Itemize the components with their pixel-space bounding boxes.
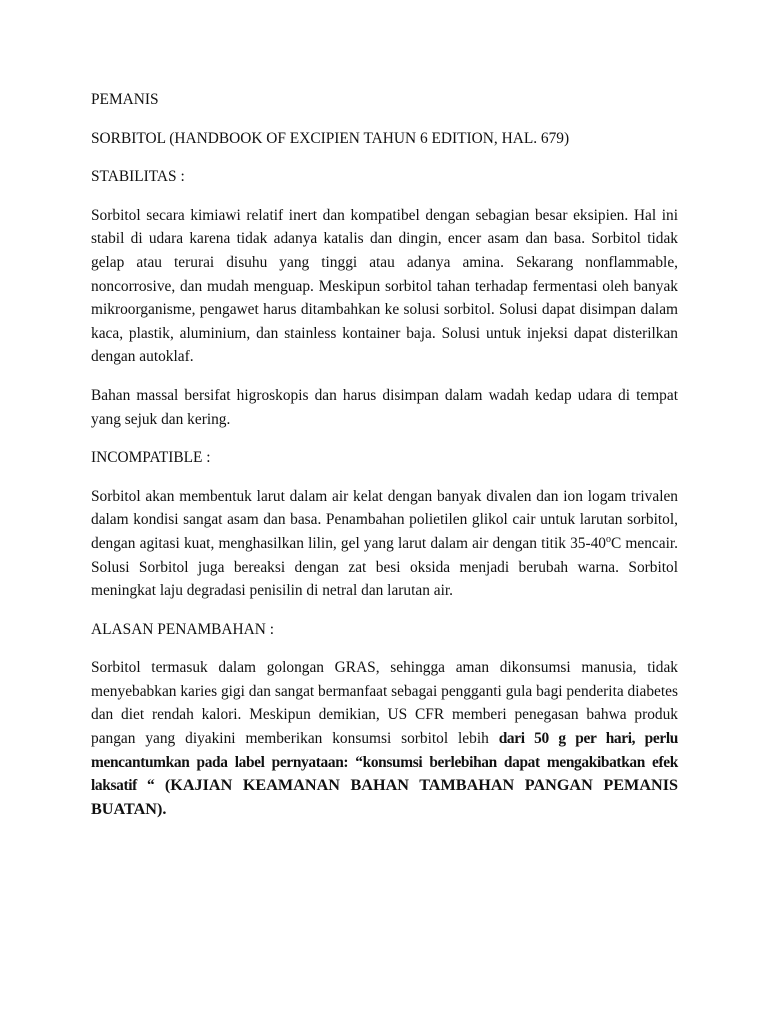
document-page — [91, 88, 678, 836]
alasan-text-regular: Sorbitol termasuk dalam golongan GRAS, sehingga aman dikonsumsi manusia, tidak menyebabkan karies gigi dan sangat bermanfaat sebagai pengganti gula bagi penderita diabetes dan diet rendah kalori. Meskipun demikian, US CFR memberi penegasan bahwa produk pangan yang diyakini memberikan konsumsi sorbitol lebih — [91, 659, 678, 748]
incompatible-paragraph — [91, 485, 678, 603]
document-title: PEMANIS — [91, 91, 159, 108]
alasan-citation-bold: (KAJIAN KEAMANAN BAHAN TAMBAHAN PANGAN PEMANIS BUATAN). — [91, 776, 678, 818]
source-reference: SORBITOL (HANDBOOK OF EXCIPIEN TAHUN 6 EDITION, HAL. 679) — [91, 129, 570, 147]
stabilitas-paragraph-2: Bahan massal bersifat higroskopis dan harus disimpan dalam wadah kedap udara di tempat yang sejuk dan kering. — [91, 386, 678, 428]
stabilitas-heading: STABILITAS : — [91, 168, 185, 186]
incompatible-text-part-2: C mencair. Solusi Sorbitol juga bereaksi dengan zat besi oksida menjadi berubah warna. Sorbitol meningkat laju degradasi penisilin di netral dan larutan air. — [91, 534, 678, 600]
alasan-paragraph — [91, 656, 678, 821]
stabilitas-paragraph-1: Sorbitol secara kimiawi relatif inert dan kompatibel dengan sebagian besar eksipien. Hal ini stabil di udara karena tidak adanya katalis dan dingin, encer asam dan basa. Sorbitol tidak gelap atau terurai disuhu yang tinggi atau adanya amina. Sekarang nonflammable, noncorrosive, dan mudah menguap. Meskipun sorbitol tahan terhadap fermentasi oleh banyak mikroorganisme, pengawet harus ditambahkan ke solusi sorbitol. Solusi dapat disimpan dalam kaca, plastik, aluminium, dan stainless kontainer baja. Solusi untuk injeksi dapat disterilkan dengan autoklaf. — [91, 206, 678, 366]
alasan-text-bold: dari 50 g per hari, perlu mencantumkan pada label pernyataan: “konsumsi berlebihan dapat mengakibatkan efek laksatif “ — [91, 730, 678, 795]
incompatible-text-part-1: Sorbitol akan membentuk larut dalam air kelat dengan banyak divalen dan ion logam trivalen dalam kondisi sangat asam dan basa. Penambahan polietilen glikol cair untuk larutan sorbitol, dengan agitasi kuat, menghasilkan lilin, gel yang larut dalam air dengan titik 35-40 — [91, 487, 678, 552]
alasan-heading: ALASAN PENAMBAHAN : — [91, 620, 274, 638]
degree-superscript: o — [605, 533, 611, 545]
incompatible-heading: INCOMPATIBLE : — [91, 449, 211, 467]
